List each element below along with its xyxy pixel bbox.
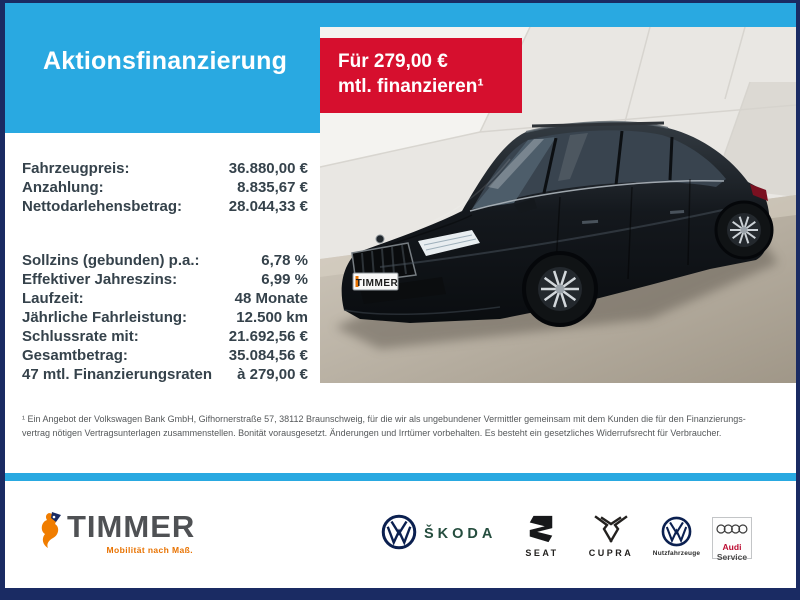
finance-label: Nettodarlehensbetrag: [22, 198, 183, 215]
footer [5, 481, 796, 588]
finance-value: 36.880,00 € [228, 160, 308, 177]
finance-label: Fahrzeugpreis: [22, 160, 130, 177]
header-band [5, 3, 320, 133]
price-callout [320, 38, 522, 113]
car-front-wheel [524, 253, 596, 325]
cupra-logo-icon [594, 515, 628, 543]
finance-label: Sollzins (gebunden) p.a.: [22, 252, 200, 269]
skoda-badge-icon [376, 235, 384, 243]
finance-label: Jährliche Fahrleistung: [22, 309, 188, 326]
finance-value: à 279,00 € [237, 366, 308, 383]
finance-block-2 [22, 251, 308, 384]
audi-service-label: Service [716, 552, 748, 562]
disclaimer [22, 412, 780, 440]
finance-label: Effektiver Jahreszins: [22, 271, 178, 288]
finance-value: 28.044,33 € [228, 198, 308, 215]
cupra-wordmark: CUPRA [588, 548, 634, 558]
page-title: Aktionsfinanzierung [43, 47, 288, 75]
finance-label: Schlussrate mit: [22, 328, 139, 345]
car-rear-wheel [716, 202, 772, 258]
finance-row [22, 251, 308, 270]
finance-row [22, 365, 308, 384]
vw-logo-icon [661, 516, 692, 547]
finance-block-1 [22, 159, 308, 216]
finance-row [22, 178, 308, 197]
audi-service-logo [712, 517, 752, 562]
finance-row [22, 327, 308, 346]
license-plate [353, 273, 398, 290]
vw-logo-icon [381, 514, 417, 550]
price-line1: Für 279,00 € [338, 51, 448, 72]
finance-row [22, 159, 308, 178]
header-top-strip [320, 3, 796, 27]
seat-wordmark: SEAT [525, 548, 559, 558]
finance-value: 6,99 % [261, 271, 308, 288]
dealer-tagline: Mobilität nach Maß. [106, 545, 193, 555]
finance-row [22, 346, 308, 365]
disclaimer-line1: ¹ Ein Angebot der Volkswagen Bank GmbH, Gifhornerstraße 57, 38112 Braunschweig, für die wir als ungebundener Vermittler gemeinsam mit dem Kunden die für den Finanzierungs- [22, 414, 746, 424]
finance-value: 6,78 % [261, 252, 308, 269]
finance-value: 8.835,67 € [237, 179, 308, 196]
cyan-divider [5, 473, 796, 481]
vw-nutzfahrzeuge-label: Nutzfahrzeuge [652, 550, 701, 557]
seat-logo-icon [526, 514, 556, 544]
finance-value: 21.692,56 € [228, 328, 308, 345]
finance-label: 47 mtl. Finanzierungsraten [22, 366, 213, 383]
audi-rings-icon [716, 524, 748, 534]
finance-label: Anzahlung: [22, 179, 104, 196]
price-line2: mtl. finanzieren¹ [338, 76, 484, 97]
finance-row [22, 197, 308, 216]
audi-label: Audi [722, 542, 742, 552]
finance-value: 35.084,56 € [228, 347, 308, 364]
finance-row [22, 270, 308, 289]
finance-value: 12.500 km [236, 309, 308, 326]
banner-canvas [5, 3, 796, 588]
svg-text:TIMMER: TIMMER [355, 278, 399, 289]
finance-label: Gesamtbetrag: [22, 347, 128, 364]
dealer-name: TIMMER [67, 509, 196, 544]
disclaimer-line2: vertrag nötigen Vertragsunterlagen zusammenstellen. Bonität vorausgesetzt. Änderungen und Irrtümer vorbehalten. Es besteht ein gesetzliches Widerrufsrecht für Verbraucher. [22, 428, 722, 438]
finance-row [22, 308, 308, 327]
finance-label: Laufzeit: [22, 290, 84, 307]
skoda-wordmark: ŠKODA [424, 526, 497, 542]
finance-value: 48 Monate [234, 290, 308, 307]
finance-row [22, 289, 308, 308]
timmer-mascot-icon [39, 511, 65, 549]
